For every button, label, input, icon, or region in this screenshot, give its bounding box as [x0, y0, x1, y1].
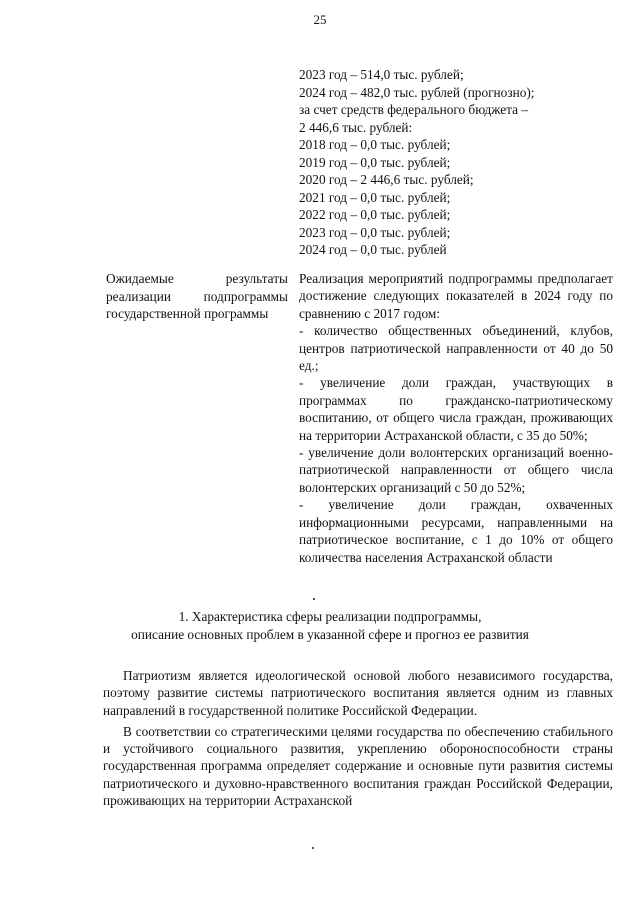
body-paragraph: Патриотизм является идеологической основой любого независимого государства, поэтому развитие системы патриотического воспитания является одним из главных направлений в государственной политике Российской Федерации.	[103, 668, 613, 718]
section-heading-line: 1. Характеристика сферы реализации подпрограммы,	[178, 609, 482, 624]
budget-line: 2023 год – 0,0 тыс. рублей;	[299, 224, 451, 240]
results-paragraph: - количество общественных объединений, клубов, центров патриотической направленности от 40 до 50 ед.;	[299, 323, 613, 374]
expected-results-text	[299, 270, 613, 566]
section-body	[103, 667, 613, 813]
results-paragraph: Реализация мероприятий подпрограммы предполагает достижение следующих показателей в 2024 году по сравнению с 2017 годом:	[299, 271, 613, 321]
section-heading	[60, 608, 600, 643]
results-paragraph: - увеличение доли волонтерских организаций военно-патриотической направленности от общего числа волонтерских организаций с 50 до 52%;	[299, 445, 613, 495]
body-paragraph: В соответствии со стратегическими целями государства по обеспечению стабильного и устойчивого социального развития, укреплению обороноспособности страны государственная программа определяет содержание и основные пути развития системы патриотического и духовно-нравственного воспитания граждан Российской Федерации, проживающих на территории Астраханской	[103, 723, 613, 809]
budget-line: 2024 год – 482,0 тыс. рублей (прогнозно);	[299, 84, 535, 100]
page-number: 25	[313, 12, 327, 27]
budget-line: 2019 год – 0,0 тыс. рублей;	[299, 154, 451, 170]
section-heading-line: описание основных проблем в указанной сфере и прогноз ее развития	[131, 626, 529, 642]
budget-line: 2021 год – 0,0 тыс. рублей;	[299, 189, 451, 205]
budget-line: 2020 год – 2 446,6 тыс. рублей;	[299, 172, 474, 187]
results-paragraph: - увеличение доли граждан, охваченных информационными ресурсами, направленными на патриотическое воспитание, с 1 до 10% от общего количества населения Астраханской области	[299, 497, 613, 565]
budget-line: 2024 год – 0,0 тыс. рублей	[299, 242, 447, 257]
results-paragraph: - увеличение доли граждан, участвующих в программах по гражданско-патриотическому воспитанию, от общего числа граждан, проживающих на территории Астраханской области, с 35 до 50%;	[299, 375, 613, 443]
scan-speck	[313, 598, 315, 600]
budget-line: 2 446,6 тыс. рублей:	[299, 119, 413, 135]
budget-line: 2018 год – 0,0 тыс. рублей;	[299, 137, 451, 152]
budget-line: 2023 год – 514,0 тыс. рублей;	[299, 67, 464, 82]
scan-speck	[312, 847, 314, 849]
budget-line: 2022 год – 0,0 тыс. рублей;	[299, 207, 451, 222]
budget-line: за счет средств федерального бюджета –	[299, 102, 528, 117]
expected-results-label: Ожидаемые результаты реализации подпрограммы государственной программы	[106, 271, 288, 321]
budget-funding-list	[299, 66, 619, 259]
